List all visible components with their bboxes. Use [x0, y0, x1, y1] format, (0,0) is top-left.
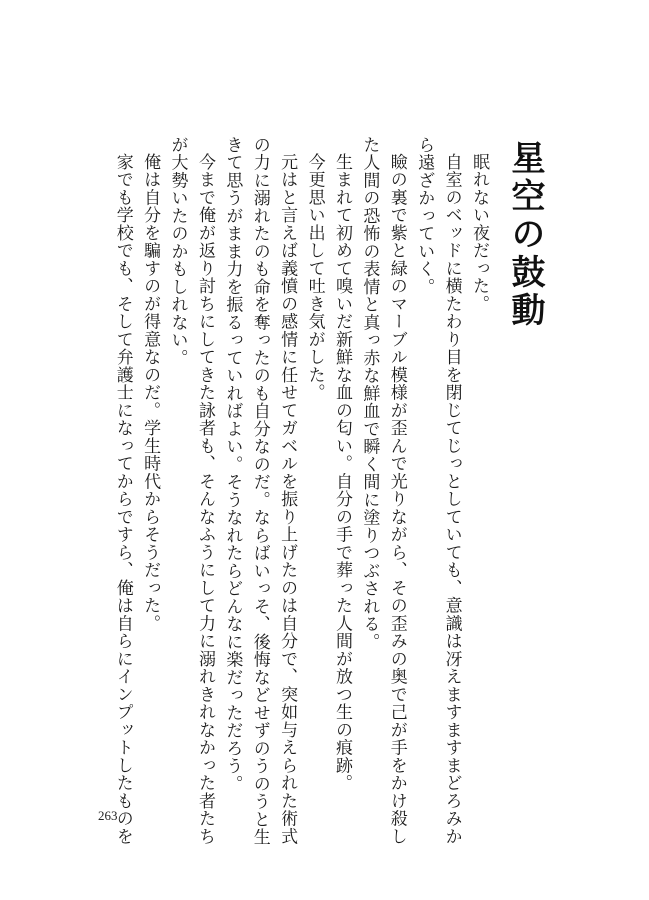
- paragraph-4: 生まれて初めて嗅いだ新鮮な血の匂い。自分の手で葬った人間が放つ生の痕跡。: [331, 153, 352, 792]
- paragraph-7: 今まで俺が返り討ちにしてきた詠者も、そんなふうにして力に溺れきれなかった者たち が大勢いたのかもしれない。: [167, 136, 215, 846]
- paragraph-1: 眠れない夜だった。: [469, 153, 489, 313]
- chapter-title: 星空の鼓動: [505, 140, 545, 330]
- page-number: 263: [98, 808, 118, 823]
- paragraph-3: 瞼の裏で紫と緑のマーブル模様が歪んで光りながら、その歪みの奥で己が手をかけ殺し た人間の恐怖の表情と真っ赤な鮮血で瞬く間に塗りつぶされる。: [359, 136, 407, 846]
- paragraph-6: 元はと言えば義憤の感情に任せてガベルを振り上げたのは自分で、突如与えられた術式 の力に溺れたのも命を奪ったのも自分なのだ。ならばいっそ、後悔などせずのうのうと生 きて思うがまま力を振るっていればよい。そうなれたらどんなに楽だっただろう。: [222, 136, 298, 846]
- paragraph-2: 自室のベッドに横たわり目を閉じてじっとしていても、意識は冴えますますまどろみか ら遠ざかっていく。: [414, 136, 462, 846]
- paragraph-8: 俺は自分を騙すのが得意なのだ。学生時代からそうだった。: [140, 153, 161, 633]
- paragraph-9: 家でも学校でも、そして弁護士になってからですら、俺は自らにインプットしたものを: [112, 153, 133, 846]
- paragraph-5: 今更思い出して吐き気がした。: [304, 153, 325, 402]
